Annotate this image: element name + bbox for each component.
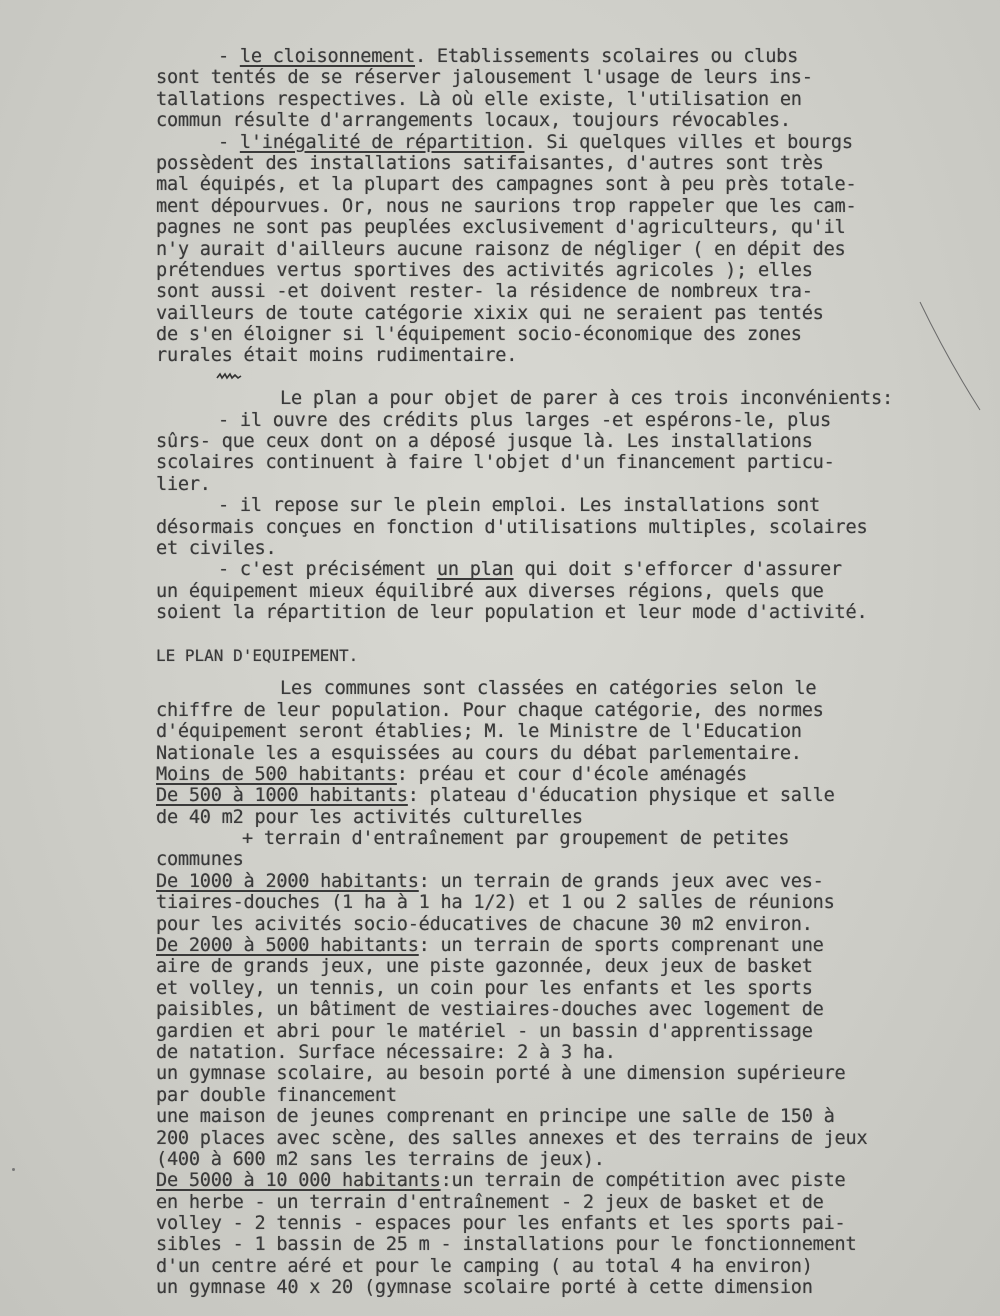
term-inegalite: l'inégalité de répartition: [239, 131, 525, 153]
text-line: prétendues vertus sportives des activités agricoles ); elles: [156, 259, 813, 281]
category-2000-5000: [156, 935, 976, 956]
text-line: en herbe - un terrain d'entraînement - 2 jeux de basket et de: [156, 1191, 824, 1213]
text-line: d'équipement seront établies; M. le Ministre de l'Education: [156, 721, 802, 743]
text-line: 200 places avec scène, des salles annexes et des terrains de jeux: [156, 1127, 868, 1149]
list-item-plein-emploi-first-line: - il repose sur le plein emploi. Les installations sont: [218, 495, 820, 517]
section-heading: LE PLAN D'EQUIPEMENT.: [156, 645, 359, 665]
text-run: qui doit s'efforcer d'assurer: [513, 559, 842, 581]
text-line: un gymnase scolaire, au besoin porté à une dimension supérieure: [156, 1063, 846, 1085]
text-line: pour les acivités socio-éducatives de chacune 30 m2 environ.: [156, 913, 813, 935]
text-line: de natation. Surface nécessaire: 2 à 3 ha.: [156, 1041, 616, 1063]
category-label: De 500 à 1000 habitants: [156, 785, 408, 807]
list-item-credits-first-line: - il ouvre des crédits plus larges -et espérons-le, plus: [218, 409, 831, 431]
paragraph-inegalite-first-line: [156, 132, 976, 153]
text-line: commun résulte d'arrangements locaux, toujours révocables.: [156, 110, 791, 132]
text-line: un gymnase 40 x 20 (gymnase scolaire porté à cette dimension: [156, 1277, 813, 1299]
text-line: désormais conçues en fonction d'utilisations multiples, scolaires: [156, 516, 868, 538]
text-line: n'y aurait d'ailleurs aucune raisonz de négliger ( en dépit des: [156, 238, 846, 260]
text-run: - c'est précisément: [218, 559, 437, 581]
dash: -: [218, 131, 240, 153]
text-line: volley - 2 tennis - espaces pour les enfants et les sports pai-: [156, 1213, 846, 1235]
category-under-500: [156, 764, 976, 785]
text-run: : un terrain de grands jeux avec ves-: [418, 870, 824, 892]
text-line: (400 à 600 m2 sans les terrains de jeux).: [156, 1148, 605, 1170]
text-run: . Si quelques villes et bourgs: [524, 131, 853, 153]
text-line: et volley, un tennis, un coin pour les enfants et les sports: [156, 977, 813, 999]
category-label: De 1000 à 2000 habitants: [156, 870, 419, 892]
blank-line: [156, 367, 976, 388]
text-line: une maison de jeunes comprenant en principe une salle de 150 à: [156, 1106, 835, 1128]
text-line: communes: [156, 849, 244, 871]
blank-line: [156, 624, 976, 645]
text-line: sibles - 1 bassin de 25 m - installations pour le fonctionnement: [156, 1234, 857, 1256]
text-run: . Etablissements scolaires ou clubs: [415, 46, 799, 67]
text-line: possèdent des installations satifaisantes, d'autres sont très: [156, 152, 824, 174]
term-cloisonnement: le cloisonnement: [239, 46, 416, 67]
text-line: sont aussi -et doivent rester- la résidence de nombreux tra-: [156, 281, 813, 303]
text-line: de 40 m2 pour les activités culturelles: [156, 806, 583, 828]
typed-text: [156, 46, 976, 1299]
text-run: : un terrain de sports comprenant une: [418, 935, 824, 957]
category-5000-10000: [156, 1170, 976, 1191]
text-line: sont tentés de se réserver jalousement l'usage de leurs ins-: [156, 67, 813, 89]
category-label: De 5000 à 10 000 habitants: [156, 1170, 441, 1192]
text-line: pagnes ne sont pas peuplées exclusivement d'agriculteurs, qu'il: [156, 217, 846, 239]
paragraph-cloisonnement-first-line: [156, 46, 976, 67]
text-line: un équipement mieux équilibré aux diverses régions, quels que: [156, 580, 824, 602]
text-run: :un terrain de compétition avec piste: [440, 1170, 846, 1192]
text-run: : préau et cour d'école aménagés: [396, 763, 748, 785]
text-line: vailleurs de toute catégorie xixix qui ne seraient pas tentés: [156, 302, 824, 324]
category-label: Moins de 500 habitants: [156, 763, 397, 785]
paragraph-plan-first-line: Le plan a pour objet de parer à ces trois inconvénients:: [280, 388, 893, 410]
list-item-un-plan-first-line: [156, 559, 976, 580]
category-500-1000: [156, 785, 976, 806]
paper-speck: [12, 1168, 15, 1171]
text-line: rurales était moins rudimentaire.: [156, 345, 518, 367]
text-line: Nationale les a esquissées au cours du débat parlementaire.: [156, 742, 802, 764]
text-line: mal équipés, et la plupart des campagnes sont à peu près totale-: [156, 174, 857, 196]
dash: -: [218, 46, 240, 67]
text-line: gardien et abri pour le matériel - un bassin d'apprentissage: [156, 1020, 813, 1042]
text-line: paisibles, un bâtiment de vestiaires-douches avec logement de: [156, 999, 824, 1021]
text-line: + terrain d'entraînement par groupement de petites: [242, 828, 790, 850]
text-line: scolaires continuent à faire l'objet d'un financement particu-: [156, 452, 835, 474]
text-line: de s'en éloigner si l'équipement socio-économique des zones: [156, 324, 802, 346]
text-line: sûrs- que ceux dont on a déposé jusque là. Les installations: [156, 431, 813, 453]
category-1000-2000: [156, 871, 976, 892]
text-line: d'un centre aéré et pour le camping ( au total 4 ha environ): [156, 1255, 813, 1277]
category-label: De 2000 à 5000 habitants: [156, 935, 419, 957]
term-un-plan: un plan: [436, 559, 514, 581]
text-line: tiaires-douches (1 ha à 1 ha 1/2) et 1 ou 2 salles de réunions: [156, 892, 835, 914]
text-run: : plateau d'éducation physique et salle: [407, 785, 835, 807]
text-line: soient la répartition de leur population et leur mode d'activité.: [156, 602, 868, 624]
blank-line: [156, 666, 976, 678]
text-line: tallations respectives. Là où elle existe, l'utilisation en: [156, 88, 802, 110]
text-line: et civiles.: [156, 537, 277, 559]
text-line: chiffre de leur population. Pour chaque catégorie, des normes: [156, 699, 824, 721]
text-line: par double financement: [156, 1084, 397, 1106]
text-line: lier.: [156, 473, 211, 495]
text-line: aire de grands jeux, une piste gazonnée, deux jeux de basket: [156, 956, 813, 978]
text-line: ment dépourvues. Or, nous ne saurions trop rappeler que les cam-: [156, 195, 857, 217]
paragraph-communes-first-line: Les communes sont classées en catégories selon le: [280, 678, 817, 700]
